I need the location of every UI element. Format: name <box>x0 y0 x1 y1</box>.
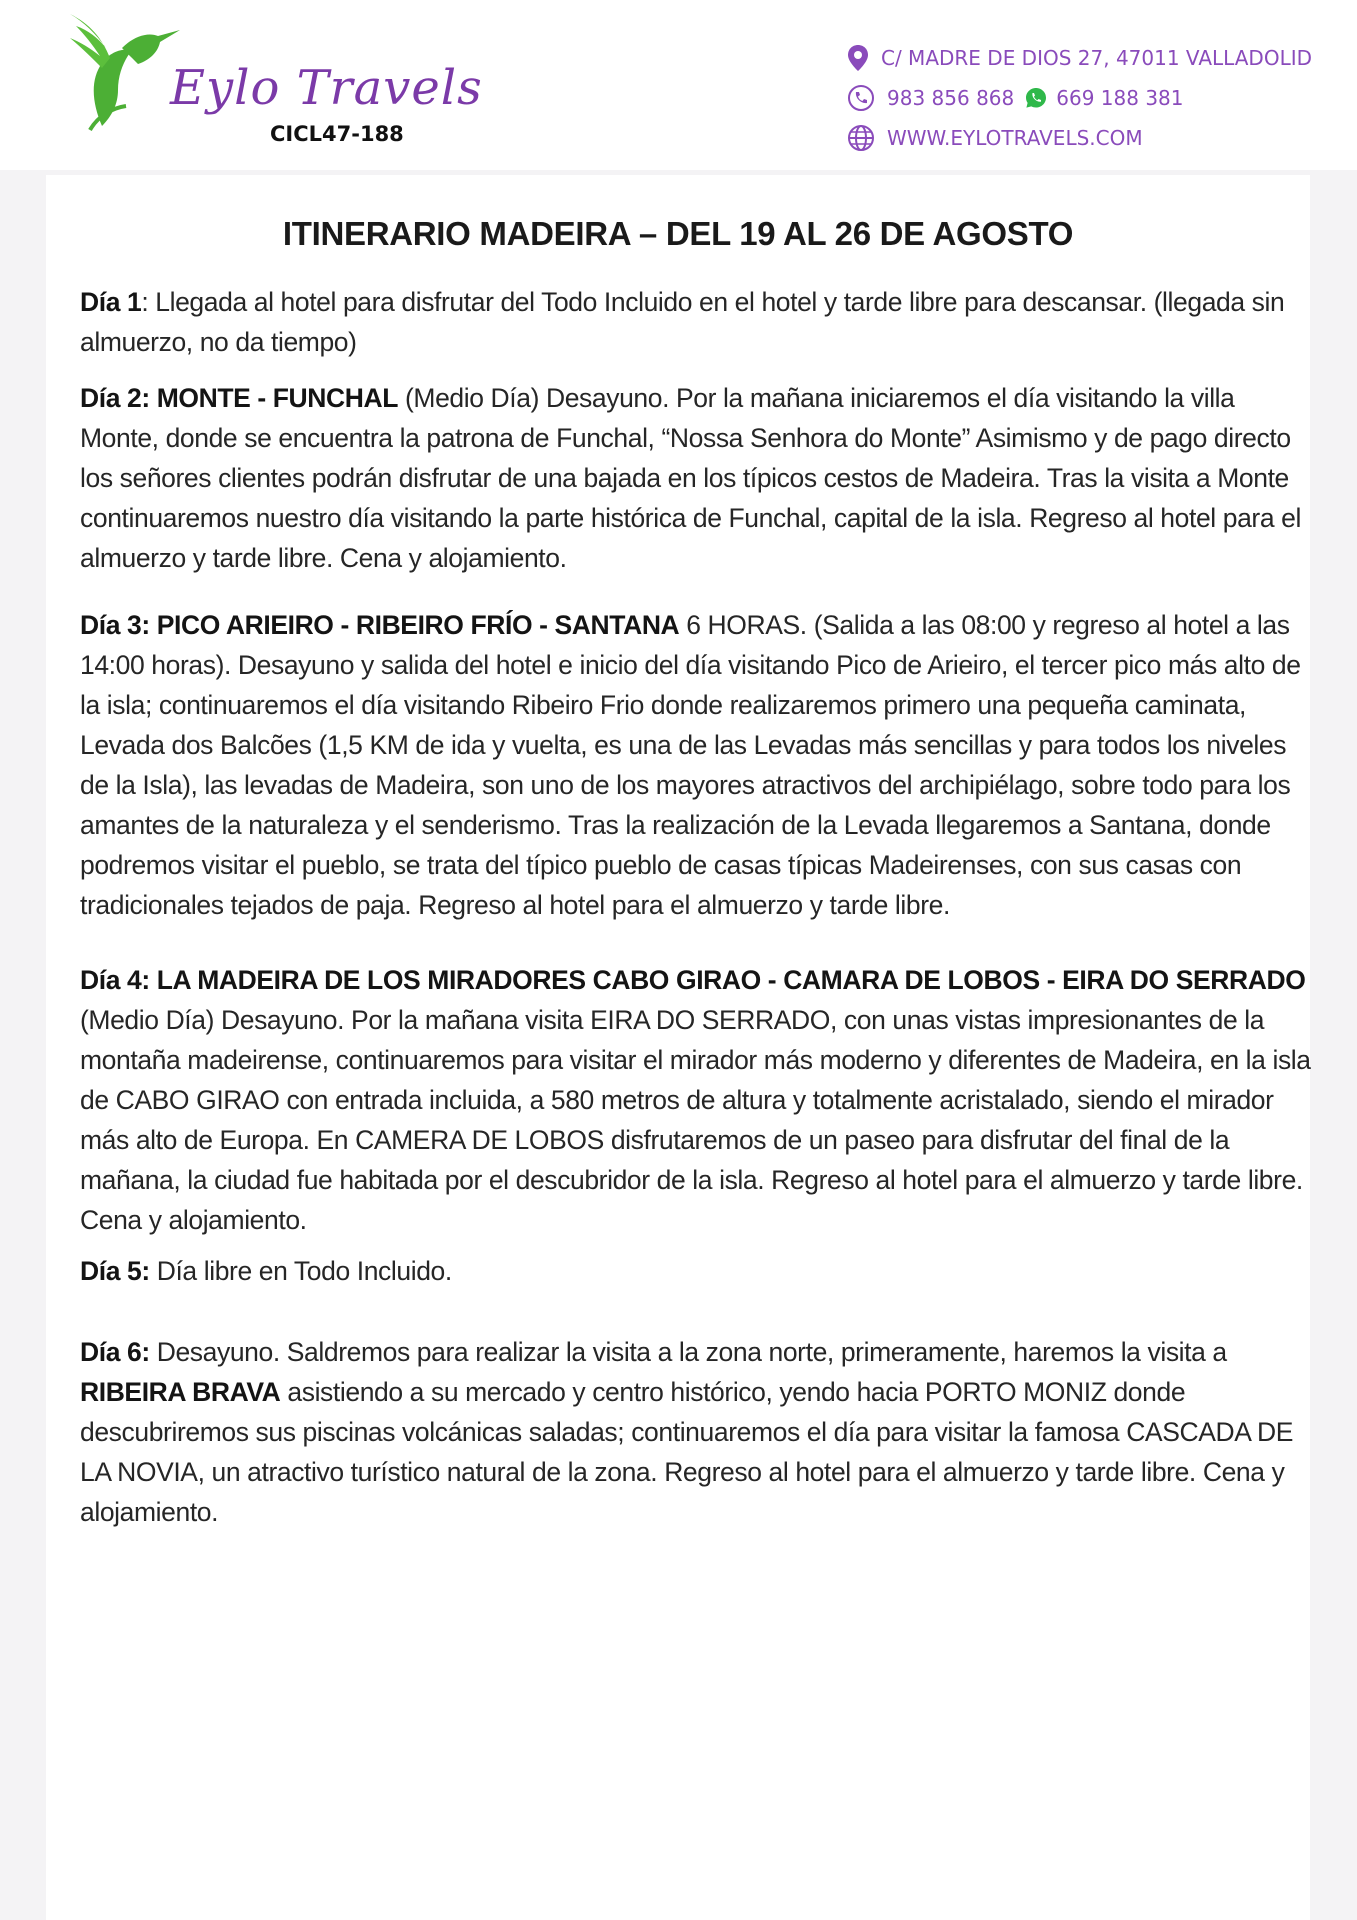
day-2-label: Día 2: MONTE - FUNCHAL <box>80 382 399 413</box>
day-1 <box>80 282 1320 362</box>
day-6-text-a: Desayuno. Saldremos para realizar la visita a la zona norte, primeramente, haremos la visita a <box>149 1336 1227 1367</box>
day-4 <box>80 960 1320 1240</box>
day-2-text: (Medio Día) Desayuno. Por la mañana iniciaremos el día visitando la villa Monte, donde se encuentra la patrona de Funchal, “Nossa Senhora do Monte” Asimismo y de pago directo los señores clientes podrán disfrutar de una bajada en los típicos cestos de Madeira. Tras la visita a Monte continuaremos nuestro día visitando la parte histórica de Funchal, capital de la isla. Regreso al hotel para el almuerzo y tarde libre. Cena y alojamiento. <box>80 382 1301 573</box>
page-title: ITINERARIO MADEIRA – DEL 19 AL 26 DE AGOSTO <box>282 215 1074 252</box>
hummingbird-logo-icon <box>62 8 182 132</box>
phone-row <box>847 78 1327 118</box>
header <box>0 0 1357 170</box>
day-6-text-b: asistiendo a su mercado y centro histórico, yendo hacia PORTO MONIZ donde descubriremos sus piscinas volcánicas saladas; continuaremos el día para visitar la famosa CASCADA DE LA NOVIA, un atractivo turístico natural de la zona. Regreso al hotel para el almuerzo y tarde libre. Cena y alojamiento. <box>80 1376 1294 1527</box>
day-3-text: 6 HORAS. (Salida a las 08:00 y regreso al hotel a las 14:00 horas). Desayuno y salida del hotel e inicio del día visitando Pico de Arieiro, el tercer pico más alto de la isla; continuaremos el día visitando Ribeiro Frio donde realizaremos primero una pequeña caminata, Levada dos Balcões (1,5 KM de ida y vuelta, es una de las Levadas más sencillas y para todos los niveles de la Isla), las levadas de Madeira, son uno de los mayores atractivos del archipiélago, sobre todo para los amantes de la naturaleza y el senderismo. Tras la realización de la Levada llegaremos a Santana, donde podremos visitar el pueblo, se trata del típico pueblo de casas típicas Madeirenses, con sus casas con tradicionales tejados de paja. Regreso al hotel para el almuerzo y tarde libre. <box>80 609 1301 920</box>
whatsapp-text[interactable]: 669 188 381 <box>1056 86 1184 110</box>
day-1-label: Día 1 <box>80 286 142 317</box>
day-5-text: Día libre en Todo Incluido. <box>149 1255 452 1286</box>
day-2 <box>80 378 1320 578</box>
address-row <box>847 38 1327 78</box>
day-5-label: Día 5: <box>80 1255 150 1286</box>
contact-block <box>847 38 1327 158</box>
address-text: C/ MADRE DE DIOS 27, 47011 VALLADOLID <box>881 46 1313 70</box>
brand-name: Eylo Travels <box>170 60 483 116</box>
website-row <box>847 118 1327 158</box>
location-pin-icon <box>847 44 869 72</box>
itinerary-document <box>46 175 1310 1920</box>
globe-icon <box>847 124 875 152</box>
whatsapp-icon <box>1024 86 1048 110</box>
day-3 <box>80 605 1320 925</box>
day-4-text: (Medio Día) Desayuno. Por la mañana visita EIRA DO SERRADO, con unas vistas impresionantes de la montaña madeirense, continuaremos para visitar el mirador más moderno y diferentes de Madeira, en la isla de CABO GIRAO con entrada incluida, a 580 metros de altura y totalmente acristalado, siendo el mirador más alto de Europa. En CAMERA DE LOBOS disfrutaremos de un paseo para disfrutar del final de la mañana, la ciudad fue habitada por el descubridor de la isla. Regreso al hotel para el almuerzo y tarde libre. Cena y alojamiento. <box>80 1004 1311 1235</box>
day-1-text: : Llegada al hotel para disfrutar del Todo Incluido en el hotel y tarde libre para descansar. (llegada sin almuerzo, no da tiempo) <box>80 286 1285 357</box>
phone-icon <box>847 84 875 112</box>
phone-text[interactable]: 983 856 868 <box>887 86 1015 110</box>
license-code: CICL47-188 <box>270 122 404 146</box>
website-link[interactable]: WWW.EYLOTRAVELS.COM <box>887 126 1143 150</box>
day-4-label: Día 4: LA MADEIRA DE LOS MIRADORES CABO GIRAO - CAMARA DE LOBOS - EIRA DO SERRADO <box>80 964 1306 995</box>
day-3-label: Día 3: PICO ARIEIRO - RIBEIRO FRÍO - SANTANA <box>80 609 680 640</box>
day-6-label: Día 6: <box>80 1336 150 1367</box>
day-6-ribeira-brava: RIBEIRA BRAVA <box>80 1376 281 1407</box>
day-5 <box>80 1251 1320 1291</box>
day-6 <box>80 1332 1320 1532</box>
